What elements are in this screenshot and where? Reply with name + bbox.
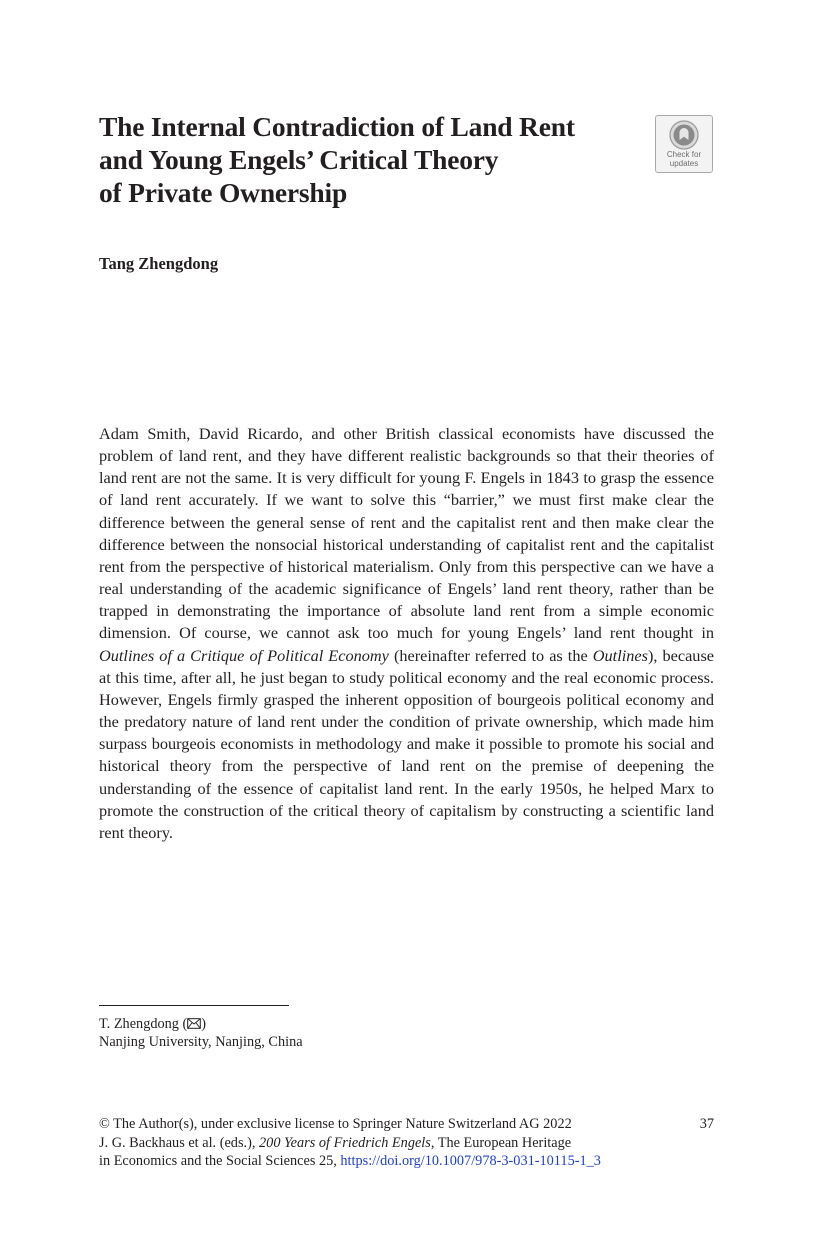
- abstract-italic-title: Outlines of a Critique of Political Economy: [99, 645, 389, 665]
- footnote-rule: [99, 1005, 289, 1006]
- abstract-text: ), because at this time, after all, he just began to study political economy and the real economic process. However, Engels firmly grasped the inherent opposition of bourgeois political economy and the predatory nature of land rent under the condition of private ownership, which made him surpass bourgeois economists in methodology and make it possible to promote his social and historical theory from the perspective of land rent on the premise of deepening the understanding of the essence of capitalist land rent. In the early 1950s, he helped Marx to promote the construction of the critical theory of capitalism by constructing a scientific land rent theory.: [99, 645, 715, 842]
- page-number: 37: [699, 1116, 714, 1132]
- abstract: [99, 423, 714, 844]
- title-line: The Internal Contradiction of Land Rent: [99, 111, 575, 142]
- copyright-text: © The Author(s), under exclusive license to Springer Nature Switzerland AG 2022: [99, 1116, 572, 1132]
- affiliation-name-close: ): [201, 1016, 207, 1032]
- citation-book-title: 200 Years of Friedrich Engels: [259, 1134, 431, 1151]
- affiliation-name-line: [99, 1015, 303, 1033]
- author-affiliation: [99, 1015, 303, 1051]
- abstract-text: (hereinafter referred to as the: [388, 645, 593, 665]
- affiliation-institution: Nanjing University, Nanjing, China: [99, 1034, 303, 1050]
- footer-series-line: [99, 1152, 714, 1171]
- affiliation-name: T. Zhengdong (: [99, 1016, 188, 1032]
- citation-editors: J. G. Backhaus et al. (eds.),: [99, 1134, 260, 1151]
- check-for-updates-badge[interactable]: [655, 115, 713, 173]
- doi-link[interactable]: https://doi.org/10.1007/978-3-031-10115-1_3: [340, 1153, 601, 1169]
- abstract-italic-short-title: Outlines: [592, 645, 648, 665]
- citation-series-cont: in Economics and the Social Sciences 25,: [99, 1153, 341, 1169]
- author-name: Tang Zhengdong: [99, 254, 219, 273]
- check-for-updates-icon: [668, 119, 700, 151]
- page-footer: [99, 1115, 714, 1171]
- badge-text-line2: updates: [669, 158, 699, 168]
- title-line: of Private Ownership: [99, 177, 348, 208]
- footer-citation-line: [99, 1134, 714, 1153]
- badge-text-line1: Check for: [666, 150, 702, 159]
- abstract-text: Adam Smith, David Ricardo, and other British classical economists have discussed the problem of land rent, and they have different realistic backgrounds so that their theories of land rent are not the same. It is very difficult for young F. Engels in 1843 to grasp the essence of land rent accurately. If we want to solve this “barrier,” we must first make clear the difference between the general sense of rent and the capitalist rent and then make clear the difference between the nonsocial historical understanding of capitalist rent and the capitalist rent from the perspective of historical materialism. Only from this perspective can we have a real understanding of the academic significance of Engels’ land rent theory, rather than be trapped in demonstrating the importance of absolute land rent from a simple economic dimension. Of course, we cannot ask too much for young Engels’ land rent thought in: [99, 424, 714, 643]
- citation-series: , The European Heritage: [430, 1134, 572, 1151]
- title-line: and Young Engels’ Critical Theory: [99, 144, 499, 175]
- envelope-icon[interactable]: [187, 1018, 201, 1029]
- footer-copyright-line: [99, 1115, 714, 1134]
- chapter-title: [99, 110, 639, 209]
